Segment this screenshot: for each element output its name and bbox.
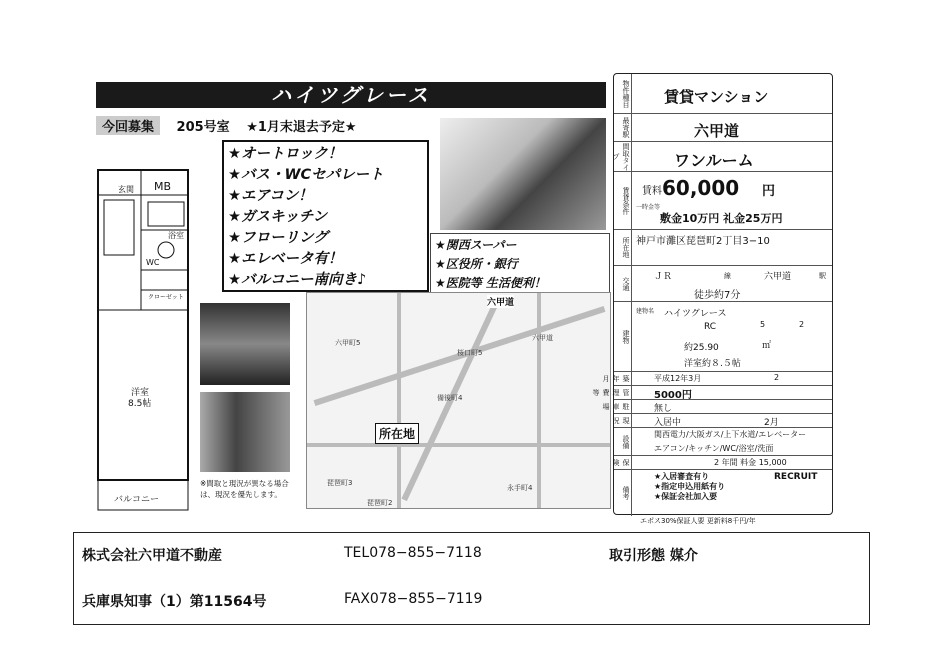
recruit-logo: RECRUIT	[774, 472, 818, 482]
feature-item: ★オートロック！	[228, 146, 343, 162]
row-header: 管理費等	[614, 386, 632, 399]
row-header: 交通	[614, 266, 632, 301]
row-status	[614, 414, 832, 428]
row-notes	[614, 470, 832, 516]
row-building	[614, 302, 832, 372]
fp-room-size: 8.5帖	[128, 399, 152, 409]
fp-closet: クローゼット	[148, 294, 184, 301]
floor-plan-drawing	[96, 140, 196, 512]
feature-item: ★バルコニー南向き♪	[228, 272, 367, 288]
row-parking	[602, 400, 832, 414]
location-map	[306, 292, 611, 509]
map-label: 琵琶町2	[367, 499, 393, 507]
building-title-banner: ハイツグレース	[96, 82, 606, 108]
row-header: 現況	[614, 414, 632, 427]
feature-item: ★バス・WCセパレート	[228, 167, 384, 183]
station-name: 六甲道	[764, 272, 792, 282]
row-type	[614, 74, 832, 114]
building-label: 建物名	[636, 308, 655, 315]
row-header: 最寄駅	[614, 114, 632, 141]
facilities: 関西電力/大阪ガス/上下水道/エレベーター	[654, 430, 807, 439]
built-date: 平成12年3月	[654, 374, 702, 383]
features-box	[222, 140, 429, 292]
layout-type: ワンルーム	[674, 151, 754, 170]
nearby-item: ★関西スーパー	[435, 238, 517, 252]
fp-balcony: バルコニー	[114, 495, 160, 505]
row-header: 間取タイプ	[612, 142, 630, 171]
map-label: 備後町4	[437, 394, 463, 402]
mgmt-fee: 5000円	[654, 390, 692, 401]
row-transport	[614, 266, 832, 302]
feature-item: ★エレベータ有！	[228, 251, 343, 267]
address: 神戸市灘区琵琶町2丁目3−10	[636, 236, 770, 247]
map-location-pin: 所在地	[375, 423, 419, 444]
area-unit: ㎡	[762, 341, 772, 351]
rent-unit: 円	[762, 184, 776, 199]
nearby-item: ★区役所・銀行	[435, 257, 518, 271]
feature-item: ★フローリング	[228, 230, 328, 246]
map-station-label: 六甲道	[487, 295, 514, 308]
parking: 無し	[654, 404, 673, 414]
note-item: ★入居審査有り	[654, 472, 710, 481]
row-header: 保険	[614, 456, 632, 469]
fp-room: 洋室	[131, 388, 150, 398]
building-photo	[440, 118, 606, 230]
trade-type: 取引形態 媒介	[609, 548, 698, 564]
insurance: 2 年間 料金 15,000	[714, 458, 787, 467]
rent-amount: 60,000	[662, 176, 740, 200]
building-name: ハイツグレース	[664, 309, 727, 319]
row-rent	[614, 172, 832, 230]
row-header: 所在地	[614, 230, 632, 265]
row-insurance	[614, 456, 832, 470]
note-item: ★指定申込用紙有り	[654, 482, 726, 491]
vacate-notice: ★1月末退去予定★	[246, 120, 357, 135]
license-number: 兵庫県知事（1）第11564号	[82, 594, 267, 610]
notes-small: エポス30%保証人要 更新料8千円/年	[640, 517, 756, 525]
row-address	[614, 230, 832, 266]
row-facilities	[614, 428, 832, 456]
feature-item: ★ガスキッチン	[228, 209, 327, 225]
company-fax: FAX078−855−7119	[344, 591, 483, 607]
equipment: エアコン/キッチン/WC/浴室/洗面	[654, 444, 774, 453]
current-status: 入居中	[654, 418, 682, 428]
recruit-label: 今回募集	[96, 116, 160, 135]
row-header: 物件種目	[614, 74, 632, 113]
row-header: 設備	[614, 428, 632, 455]
walk-time: 徒歩約7分	[694, 290, 741, 301]
fp-genkan: 玄関	[118, 185, 134, 194]
property-details-panel	[592, 73, 833, 515]
total-floors: 5	[760, 320, 766, 329]
photo-note: ※間取と現況が異なる場合は、現況を優先します。	[200, 479, 289, 499]
property-type: 賃貸マンション	[664, 88, 769, 106]
row-header: 建物	[614, 302, 632, 371]
company-tel: TEL078−855−7118	[344, 545, 482, 561]
move-in-date: 2月	[764, 418, 779, 428]
feature-item: ★エアコン！	[228, 188, 313, 204]
row-header: 築年月	[614, 372, 632, 385]
nearby-box	[430, 233, 610, 293]
structure: RC	[704, 322, 717, 332]
fp-mb: MB	[154, 180, 172, 193]
deposit-key-money: 敷金10万円 礼金25万円	[660, 212, 783, 225]
row-built	[602, 372, 832, 386]
row-station	[614, 114, 832, 142]
fp-wc: WC	[146, 258, 160, 267]
map-label: 永手町4	[507, 484, 533, 492]
floor-area: 約25.90	[684, 343, 719, 353]
map-label: 桜口町5	[457, 349, 483, 357]
row-header: 賃貸条件	[614, 172, 632, 229]
station-suffix: 駅	[819, 272, 826, 280]
floor-plan	[96, 140, 196, 512]
rent-label: 賃料	[642, 186, 662, 197]
floor-number: 2	[799, 320, 805, 329]
nearest-station: 六甲道	[694, 122, 740, 140]
map-label: 六甲町5	[335, 339, 361, 347]
note-item: ★保証会社加入要	[654, 492, 718, 501]
contract-term: 2	[774, 373, 780, 382]
row-header: 駐車場	[614, 400, 632, 413]
row-layout	[614, 142, 832, 172]
map-label: 六甲道	[532, 334, 553, 342]
train-line: ＪＲ	[654, 272, 673, 282]
agent-footer	[73, 532, 870, 625]
room-info: 洋室約８.５帖	[684, 359, 741, 369]
row-header: 備考	[614, 470, 632, 516]
kitchen-photo	[200, 303, 290, 385]
interior-photo	[200, 392, 290, 472]
row-mgmt	[592, 386, 832, 401]
company-name: 株式会社六甲道不動産	[82, 548, 222, 564]
room-number: 205号室	[176, 120, 230, 135]
line-suffix: 線	[724, 272, 731, 280]
fp-bath: 浴室	[168, 231, 184, 240]
deposit-label: 一時金等	[636, 204, 661, 211]
nearby-item: ★医院等 生活便利！	[435, 276, 546, 290]
map-label: 琵琶町3	[327, 479, 353, 487]
